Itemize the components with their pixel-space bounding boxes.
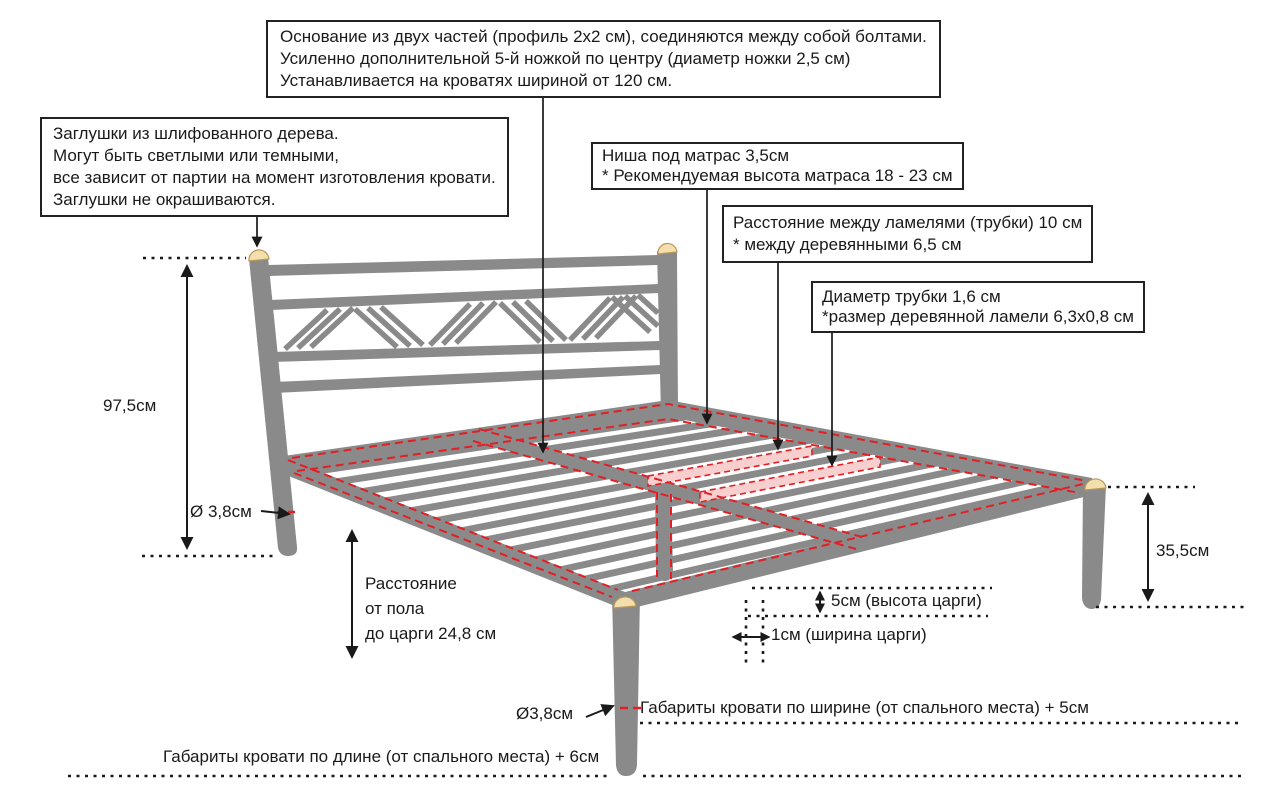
callout-text-line: Ниша под матрас 3,5см: [602, 146, 790, 165]
label-headboard-height: 97,5см: [103, 396, 157, 415]
pointer-front-leg-diameter: [586, 706, 613, 717]
callout-tube-diameter: [811, 281, 1145, 333]
label-floor-to-rail: [365, 571, 496, 646]
wood-cap-right-post: [658, 243, 677, 254]
wood-cap-left-post: [249, 250, 269, 261]
callout-text-line: все зависит от партии на момент изготовления кровати.: [53, 168, 496, 187]
callout-text-line: Расстояние между ламелями (трубки) 10 см: [733, 213, 1083, 232]
callout-text-line: Диаметр трубки 1,6 см: [822, 287, 1001, 306]
callout-base-construction: [266, 20, 941, 98]
callout-text-line: Могут быть светлыми или темными,: [53, 146, 339, 165]
callout-text-line: * Рекомендуемая высота матраса 18 - 23 см: [602, 166, 953, 185]
callout-text-line: Устанавливается на кроватях шириной от 120 см.: [280, 71, 673, 90]
label-rear-leg-diameter: Ø 3,8см: [190, 502, 252, 521]
callout-text-line: *размер деревянной ламели 6,3х0,8 см: [822, 307, 1134, 326]
callout-text-line: Усиленно дополнительной 5-й ножкой по центру (диаметр ножки 2,5 см): [280, 49, 851, 68]
label-overall-width: Габариты кровати по ширине (от спального места) + 5см: [640, 698, 1089, 717]
label-front-leg-diameter: Ø3,8см: [516, 704, 574, 723]
label-text-line: от пола: [365, 599, 425, 618]
callout-lamel-spacing: [722, 205, 1093, 263]
callout-wood-caps: [40, 117, 509, 217]
label-overall-length: Габариты кровати по длине (от спального места) + 6см: [163, 747, 600, 766]
callout-text-line: Основание из двух частей (профиль 2х2 см), соединяются между собой болтами.: [280, 27, 927, 46]
right-leg: [1082, 485, 1106, 609]
callout-text-line: Заглушки из шлифованного дерева.: [53, 124, 339, 143]
label-rail-height: 5см (высота царги): [831, 591, 982, 610]
label-rail-width: 1см (ширина царги): [771, 625, 927, 644]
front-leg: [612, 594, 640, 776]
callout-text-line: * между деревянными 6,5 см: [733, 235, 962, 254]
label-text-line: Расстояние: [365, 574, 457, 593]
label-foot-leg-height: 35,5см: [1156, 541, 1210, 560]
callout-text-line: Заглушки не окрашиваются.: [53, 190, 276, 209]
label-text-line: до царги 24,8 см: [365, 624, 497, 643]
callout-mattress-niche: [591, 142, 964, 190]
headboard-right-post: [657, 251, 678, 414]
